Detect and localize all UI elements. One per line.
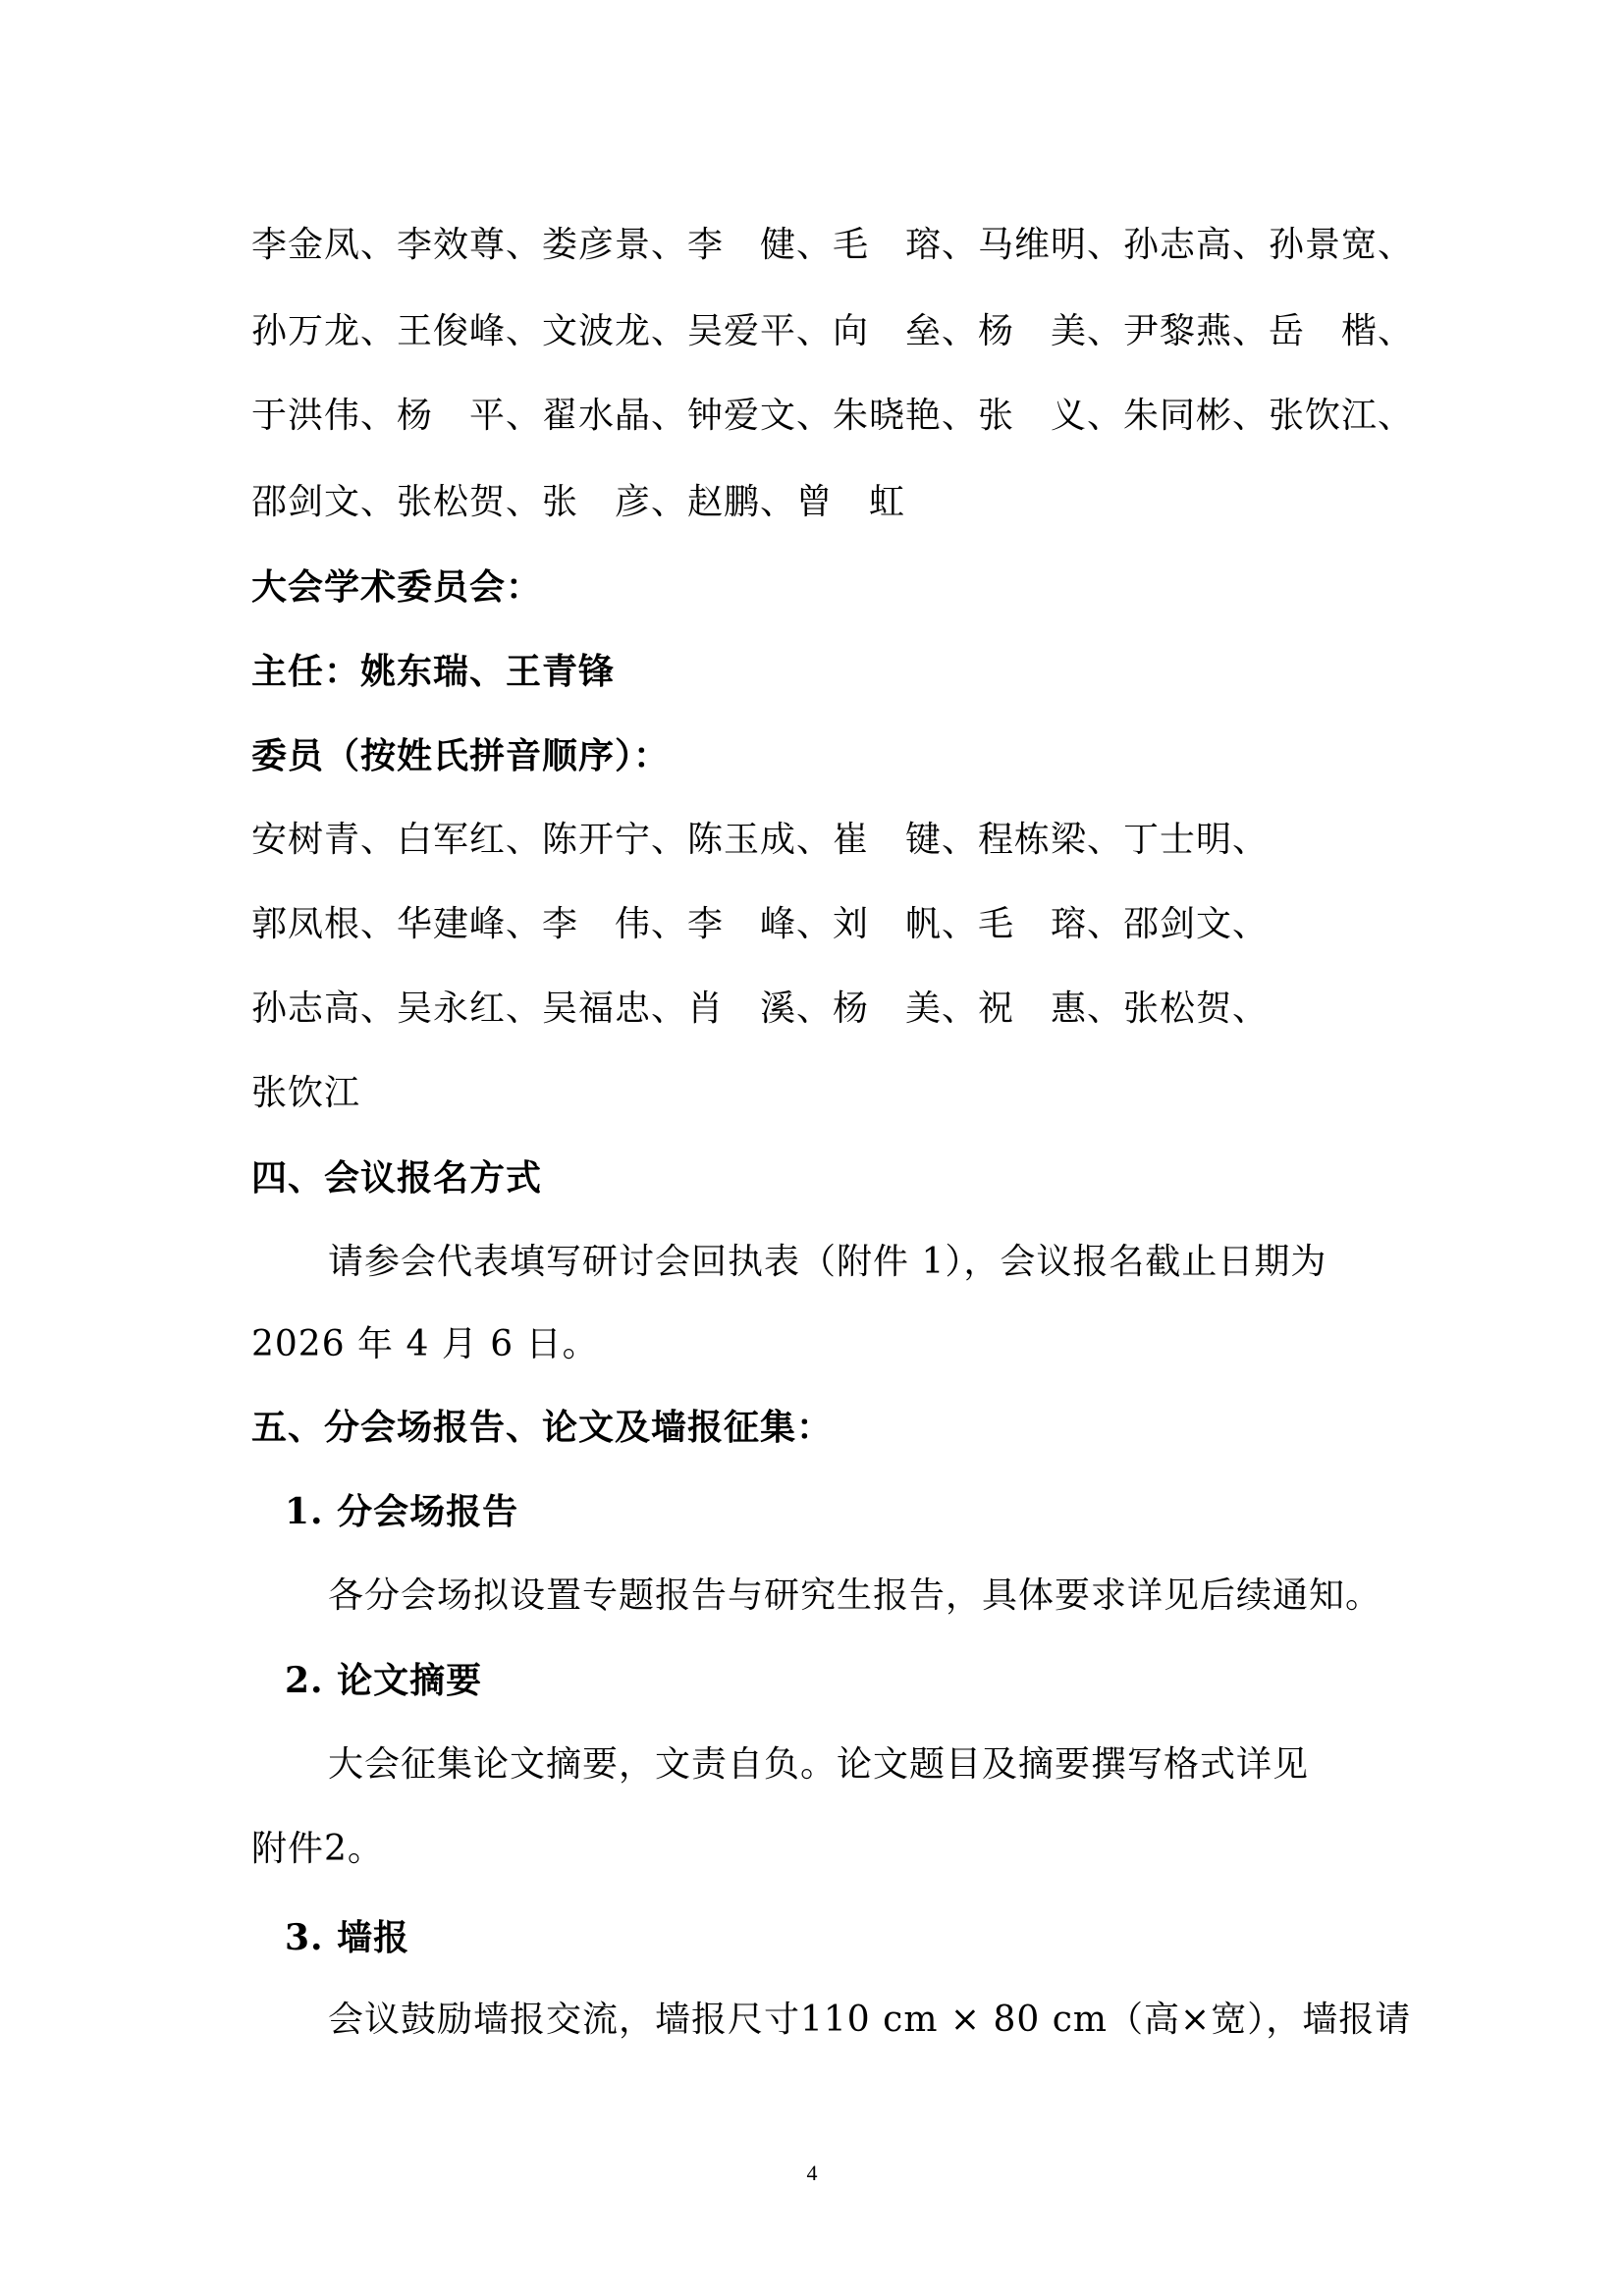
registration-paragraph-line-2: 2026 年 4 月 6 日。 [251, 1324, 599, 1364]
registration-paragraph-line-1: 请参会代表填写研讨会回执表（附件 1），会议报名截止日期为 [328, 1242, 1327, 1282]
subsection-2-paragraph-line-2: 附件2。 [251, 1829, 384, 1869]
committee-member-line-1: 安树青、白军红、陈开宁、陈玉成、崔 键、程栋梁、丁士明、 [251, 820, 1270, 860]
subsection-1-heading: 1. 分会场报告 [285, 1491, 519, 1532]
committee-members-heading: 委员（按姓氏拼音顺序）： [251, 735, 671, 776]
subsection-2-heading: 2. 论文摘要 [285, 1660, 483, 1701]
page-number: 4 [806, 2161, 818, 2185]
committee-director-line: 主任：姚东瑞、王青锋 [251, 651, 616, 692]
committee-member-line-4: 张饮江 [251, 1073, 361, 1113]
subsection-2-paragraph-line-1: 大会征集论文摘要，文责自负。论文题目及摘要撰写格式详见 [328, 1744, 1310, 1785]
section-four-heading: 四、会议报名方式 [251, 1157, 543, 1199]
member-list-line-3: 于洪伟、杨 平、翟水晶、钟爱文、朱晓艳、张 义、朱同彬、张饮江、 [251, 396, 1415, 436]
section-five-heading: 五、分会场报告、论文及墙报征集： [251, 1407, 834, 1448]
member-list-line-4: 邵剑文、张松贺、张 彦、赵鹏、曾 虹 [251, 482, 906, 522]
committee-member-line-2: 郭凤根、华建峰、李 伟、李 峰、刘 帆、毛 瑢、邵剑文、 [251, 904, 1270, 944]
committee-member-line-3: 孙志高、吴永红、吴福忠、肖 溪、杨 美、祝 惠、张松贺、 [251, 988, 1270, 1029]
member-list-line-2: 孙万龙、王俊峰、文波龙、吴爱平、向 垒、杨 美、尹黎燕、岳 楷、 [251, 311, 1415, 351]
subsection-1-paragraph: 各分会场拟设置专题报告与研究生报告，具体要求详见后续通知。 [328, 1575, 1382, 1616]
subsection-3-paragraph: 会议鼓励墙报交流，墙报尺寸110 cm × 80 cm（高×宽），墙报请 [328, 2000, 1412, 2040]
member-list-line-1: 李金凤、李效尊、娄彦景、李 健、毛 瑢、马维明、孙志高、孙景宽、 [251, 225, 1415, 265]
subsection-3-heading: 3. 墙报 [285, 1917, 410, 1958]
academic-committee-heading: 大会学术委员会： [251, 566, 543, 608]
